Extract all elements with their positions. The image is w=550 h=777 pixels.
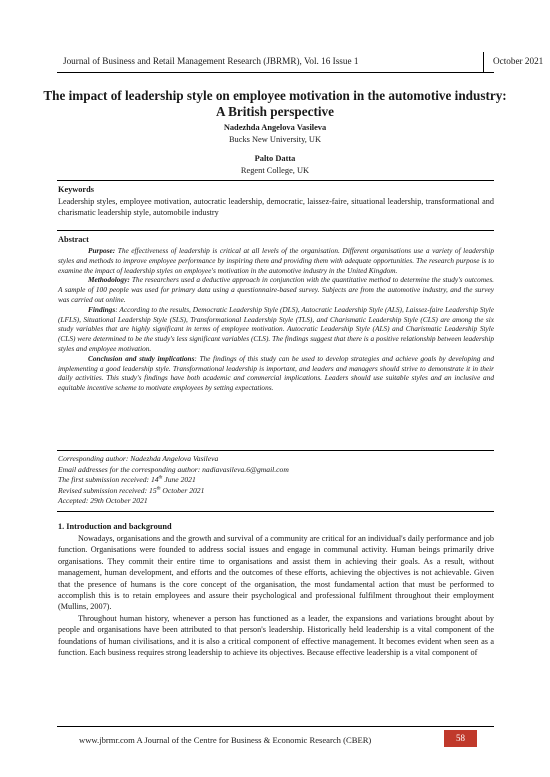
paragraph: Throughout human history, whenever a person has functioned as a leader, the expansions and variations brought about by people and organisations have been attributed to that person's leadership. Historically held leadership is a vital component of the foundations of human civilisations, and it is also a critical component of effective management. It becomes evident when seen as a function. Each business requires strong leadership to achieve its objectives. Because effective leadership is a vital component of: [58, 613, 494, 658]
introduction-body: [58, 533, 494, 658]
header-divider: [483, 52, 484, 72]
paragraph: Nowadays, organisations and the growth and survival of a community are critical for an individual's daily performance and job function. Organisations were founded to address social issues and engage in communal activity. Human beings primarily drive organisations. They commit their entire time to organisations and assist them in achieving their goals. As a result, without management, human development, and efforts and the outcomes of these efforts, achieving the objectives is not achievable. Given that the presence of humans is the core concept of the organisation, the most fundamental action that must be performed to accomplish this is to retain employees and assure their psychological and professional fulfilment throughout their employment (Mullins, 2007).: [58, 534, 494, 612]
keywords-text: Leadership styles, employee motivation, autocratic leadership, democratic, laissez-faire, situational leadership, transformational and charismatic leadership style, automobile industry: [58, 197, 494, 217]
corresponding-author: Corresponding author: Nadezhda Angelova Vasileva: [58, 454, 219, 463]
section-heading: 1. Introduction and background: [58, 522, 172, 531]
correspondence-block: [58, 454, 494, 507]
author-affiliation: Bucks New University, UK: [228, 135, 322, 144]
author-block: [100, 122, 450, 177]
paper-title: The impact of leadership style on employee motivation in the automotive industry: A British perspective: [43, 88, 507, 119]
running-header: [57, 52, 544, 73]
keywords-heading: Keywords: [58, 185, 94, 194]
accepted-date: Accepted: 29th October 2021: [58, 496, 148, 506]
footer-text: www.jbrmr.com A Journal of the Centre for Business & Economic Research (CBER): [79, 735, 372, 745]
revised-date: Revised submission received: 15th October 2021: [58, 485, 205, 495]
page-number: 58: [444, 730, 477, 747]
journal-name: Journal of Business and Retail Management Research (JBRMR), Vol. 16 Issue 1: [63, 56, 359, 66]
author-affiliation: Regent College, UK: [240, 166, 310, 175]
divider: [57, 450, 494, 451]
received-date: The first submission received: 14th June 2021: [58, 475, 196, 485]
abstract-purpose: Purpose: The effectiveness of leadership is critical at all levels of the organisation. Different organisations use a variety of leadership styles and methods to improve employee performance by inspiring them and providing them with adequate opportunities. The research purpose is to examine the impact of leadership styles on employee's motivation in the automotive industry in the United Kingdom.: [58, 246, 494, 275]
abstract-heading: Abstract: [58, 235, 89, 244]
divider: [57, 180, 494, 181]
abstract-body: [58, 246, 494, 393]
abstract-methodology: Methodology: The researchers used a deductive approach in conjunction with the quantitative method to determine the study's outcomes. A sample of 100 people was used for primary data using a questionnaire-based survey. Subjects are from the automotive industry, and the survey was carried out online.: [58, 275, 494, 304]
divider: [57, 230, 494, 231]
author-name: Nadezhda Angelova Vasileva: [223, 123, 327, 132]
author-name: Palto Datta: [254, 154, 296, 163]
divider: [57, 511, 494, 512]
page-footer: [57, 726, 494, 749]
issue-date: October 2021: [493, 56, 544, 66]
corresponding-email: Email addresses for the corresponding author: nadiavasileva.6@gmail.com: [58, 464, 289, 474]
abstract-conclusion: Conclusion and study implications: The findings of this study can be used to develop strategies and achieve goals by developing and implementing a good leadership style. Transformational leadership is important, and leaders and managers should strive to demonstrate it in their daily activities. This study's findings have both academic and commercial implications. Leaders should use suitable styles and an inclusive and equitable incentive scheme to motivate employees by setting expectations.: [58, 353, 494, 393]
abstract-findings: Findings: According to the results, Democratic Leadership Style (DLS), Autocratic Leadership Style (ALS), Laissez-faire Leadership Style (LFLS), Situational Leadership Style (SLS), Transformational Leadership Style (TLS), and Charismatic Leadership Style (CLS) are among the six study variables that are highly significant in terms of employee motivation. Autocratic Leadership Style (ALS) and Charismatic Leadership Style (CLS) were determined to be the study's less significant variables (CLS). The findings suggest that there is a positive relationship between leadership styles and employee motivation.: [58, 304, 494, 353]
